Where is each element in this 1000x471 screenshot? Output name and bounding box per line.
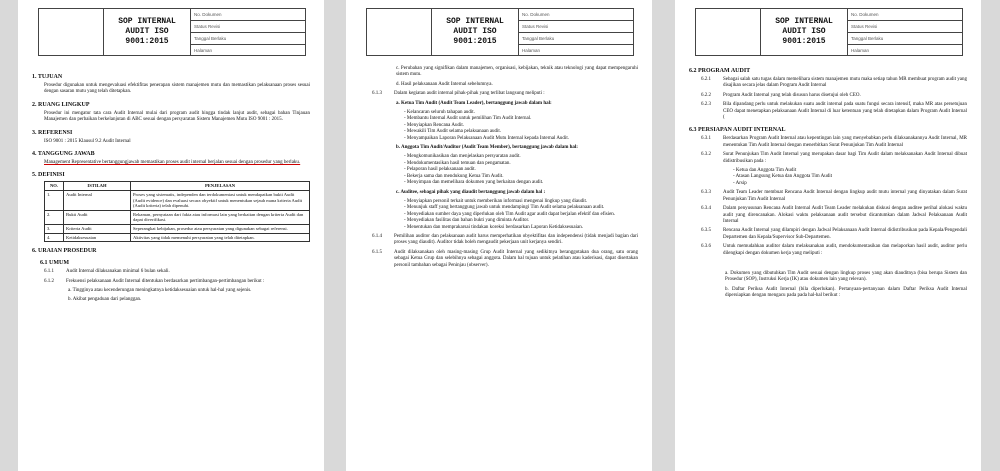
section-heading: 6. URAIAN PROSEDUR — [32, 248, 97, 255]
table-cell: Proses yang sistematis, independen dan terdokumentasi untuk mendapatkan bukti Audit (Audit evidence) dan evaluasi secara obyektif untuk menentukan sejauh mana kriteria Audit (Audit kriteria) telah dipenuhi. — [131, 191, 310, 211]
table-row — [45, 191, 310, 211]
paragraph: ISO 9001 : 2015 Klausul 9.2 Audit Internal — [44, 138, 131, 144]
table-cell: Audit Internal — [64, 191, 131, 211]
table-cell: Seperangkat kebijakan, prosedur atau persyaratan yang digunakan sebagai referensi. — [131, 225, 310, 234]
list-item: d. Hasil pelaksanaan Audit Internal sebelumnya. — [396, 81, 493, 87]
list-item: b. Daftar Periksa Audit Internal (bila diperlukan). Pertanyaan-pertanyaan dalam Daftar Periksa Audit Internal dipersiapkan dengan mengacu pada pada hal-hal berikut : — [725, 286, 967, 299]
numbered-paragraph: 6.2.3 Bila dipandang perlu untuk melakukan suatu audit internal pada suatu fungsi secara intensif, maka MR atas persetujuan CEO dapat menetapkan pelaksanaan Audit Internal di luar ketentuan yang telah ditetapkan dalam Program Audit Internal ( — [701, 102, 967, 121]
list-heading: b. Anggota Tim Audit/Auditor (Audit Team Member), bertanggung jawab dalam hal: — [396, 145, 578, 151]
header-meta — [848, 9, 962, 55]
numbered-paragraph: 6.2.1 Sebagai salah satu tugas dalam memelihara sistem manajemen mutu maka setiap tahun MR membuat program audit yang disajikan secara jelas dalam Program Audit Internal — [701, 77, 967, 89]
section-heading: 5. DEFINISI — [32, 172, 65, 179]
list-item: - Kelancaran seluruh tahapan audit. — [404, 110, 638, 116]
column-header: PENJELASAN — [131, 182, 310, 191]
field-no-dokumen: No. Dokumen — [848, 9, 962, 21]
document-header — [366, 8, 634, 56]
section-heading: 4. TANGGUNG JAWAB — [32, 151, 95, 158]
responsibility-list — [404, 199, 638, 231]
distribution-list — [733, 168, 967, 187]
field-halaman: Halaman — [522, 48, 541, 53]
table-row — [45, 233, 310, 242]
list-item: c. Perubahan yang signifikan dalam manajemen, organisasi, kebijakan, teknik atau teknologi yang dapat mempengaruhi sistem mutu. — [396, 66, 638, 78]
list-item: - Arsip — [733, 181, 967, 187]
list-item: - Atasan Langsung Ketua dan Anggota Tim Audit — [733, 174, 967, 180]
table-row — [45, 210, 310, 224]
table-cell: Kriteria Audit — [64, 225, 131, 234]
column-header: ISTILAH — [64, 182, 131, 191]
responsibility-list — [404, 154, 638, 186]
list-item: a. Dokumen yang dibutuhkan Tim Audit sesuai dengan lingkup proses yang akan diauditnya (bisa berupa Sistem dan Prosedur (SOP), Instruksi Kerja (IK) atau dokumen lain yang relevan). — [725, 270, 967, 283]
header-meta — [519, 9, 633, 55]
document-header — [38, 8, 306, 56]
field-tanggal-berlaku: Tanggal Berlaku — [191, 33, 305, 45]
list-item: - Menyediakan sumber daya yang diperlukan oleh Tim Audit agar audit dapat berjalan efektif dan efisien. — [404, 212, 638, 218]
logo-box — [39, 9, 104, 55]
field-no-dokumen: No. Dokumen — [519, 9, 633, 21]
numbered-paragraph: 6.1.5 Audit dilaksanakan oleh masing-masing Grup Audit Internal yang sedikitnya beranggotakan dua orang, satu orang sebagai Ketua Grup dan selebihnya sebagai anggota. Dalam hal tujuan untuk pelatihan atau kaderisasi, dapat disertakan personil tambahan sebagai Peninjau (observer). — [372, 249, 638, 268]
list-item: - Menentukan dan memprakarsai tindakan koreksi berdasarkan Laporan Ketidaksesuaian. — [404, 225, 638, 231]
list-item: - Menyiapkan personil terkait untuk memberikan informasi mengenai lingkup yang diaudit. — [404, 199, 638, 205]
paragraph: Prosedur ini mengatur tata cara Audit Internal mulai dari program audit hingga tindak lanjut audit, sebagai bahan Tinjauan Manajemen dan perbaikan berkelanjutan di ABC sesuai dengan persyaratan Sistem Manajemen Mutu ISO 9001 : 2015. — [44, 110, 310, 123]
column-header: NO. — [45, 182, 64, 191]
numbered-paragraph: 6.3.4 Dalam penyusunan Rencana Audit Internal Audit Team Leader melakukan diskusi dengan auditee perihal alokasi waktu audit yang direncanakan. Alokasi waktu pelaksanaan audit tersebut dicantumkan dalam Jadwal Pelaksanaan Audit Internal — [701, 206, 967, 224]
list-item: - Pelaporan hasil pelaksanaan audit. — [404, 167, 638, 173]
list-item: b. Akibat pengaduan dari pelanggan. — [68, 297, 142, 303]
definition-table — [44, 181, 310, 242]
header-title: SOP INTERNAL AUDIT ISO 9001:2015 — [104, 9, 191, 55]
field-status-revisi: Status Revisi — [191, 21, 305, 33]
list-item: - Menyiapkan Rencana Audit. — [404, 123, 638, 129]
numbered-paragraph: 6.3.2 Surat Penunjukan Tim Audit Internal yang merupakan dasar bagi Tim Audit dalam melaksanakan Audit Internal dibuat didistribusikan pada : — [701, 152, 967, 164]
list-item: a. Tingginya atau kecenderungan meningkatnya ketidaksesuaian untuk hal-hal yang sejenis. — [68, 288, 252, 293]
numbered-paragraph: 6.2.2 Program Audit Internal yang telah disusun harus disetujui oleh CEO. — [701, 92, 861, 98]
section-heading: 2. RUANG LINGKUP — [32, 101, 90, 108]
list-item: - Mendokumentasikan hasil temuan dan pengamatan. — [404, 161, 638, 167]
responsibility-list — [404, 110, 638, 142]
field-status-revisi: Status Revisi — [848, 21, 962, 33]
table-cell: Bukti Audit — [64, 210, 131, 224]
paragraph: Management Representative bertanggungjawab memastikan proses audit internal berjalan sesuai dengan prosedur yang berlaku. — [44, 160, 301, 166]
table-cell: 1. — [45, 191, 64, 211]
table-row — [45, 225, 310, 234]
subsection-heading: 6.3 PERSIAPAN AUDIT INTERNAL — [689, 127, 786, 134]
list-item: - Bekerja sama dan mendukung Ketua Tim Audit. — [404, 174, 638, 180]
section-heading: 3. REFERENSI — [32, 129, 73, 136]
list-item: - Menyediakan fasilitas dan bahan bukti yang diminta Auditor. — [404, 218, 638, 224]
numbered-paragraph: 6.1.2 Frekuensi pelaksanaan Audit Internal ditentukan berdasarkan pertimbangan-pertimbangan berikut : — [44, 278, 265, 284]
paragraph: Prosedur digunakan untuk mengevaluasi efektifitas penerapan sistem manajemen mutu dan memastikan pelaksanaan proses sesuai dengan sasaran mutu yang telah ditetapkan. — [44, 83, 310, 95]
logo-box — [367, 9, 432, 55]
header-meta — [191, 9, 305, 55]
table-cell: 4. — [45, 233, 64, 242]
list-item: - Mengkomunikasikan dan menjelaskan persyaratan audit. — [404, 154, 638, 160]
table-header-row — [45, 182, 310, 191]
field-halaman: Halaman — [851, 48, 870, 53]
list-heading: c. Auditee, sebagai pihak yang diaudit bertanggung jawab dalam hal : — [396, 189, 546, 195]
section-heading: 1. TUJUAN — [32, 74, 63, 80]
table-cell: Rekaman, pernyataan dari fakta atau informasi lain yang berkaitan dengan kriteria Audit dan dapat diverifikasi. — [131, 210, 310, 224]
table-cell: Ketidaksesuaian — [64, 233, 131, 242]
document-page-1 — [18, 0, 324, 471]
list-item: - Membantu Internal Audit untuk pemilihan Tim Audit Internal. — [404, 116, 638, 122]
numbered-paragraph: 6.3.3 Audit Team Leader membuat Rencana Audit Internal dengan lingkup audit mutu internal yang dinyatakan dalam Surat Penunjukan Tim Audit Internal — [701, 190, 967, 202]
field-no-dokumen: No. Dokumen — [191, 9, 305, 21]
field-tanggal-berlaku: Tanggal Berlaku — [519, 33, 633, 45]
table-cell: 2. — [45, 210, 64, 224]
list-item: - Menyimpan dan memelihara dokumen yang berkaitan dengan audit. — [404, 180, 638, 186]
numbered-paragraph: 6.1.1 Audit Internal dilaksanakan minimal 6 bulan sekali. — [44, 269, 170, 275]
list-heading: a. Ketua Tim Audit (Audit Team Leader), bertanggung jawab dalam hal: — [396, 100, 552, 106]
table-cell: 3. — [45, 225, 64, 234]
document-page-3 — [675, 0, 981, 471]
field-tanggal-berlaku: Tanggal Berlaku — [848, 33, 962, 45]
list-item: - Menyampaikan Laporan Pelaksanaan Audit Mutu Internal kepada Internal Audit. — [404, 136, 638, 142]
subsection-heading: 6.1 UMUM — [40, 260, 69, 267]
field-halaman: Halaman — [194, 48, 213, 53]
subsection-heading: 6.2 PROGRAM AUDIT — [689, 68, 751, 74]
numbered-paragraph: 6.1.4 Pemilihan auditor dan pelaksanaan audit harus memperhatikan obyektifitas dan independensi (tidak menjadi bagian dari proses yang diaudit). Auditor tidak boleh mengaudit pekerjaan unit kerjanya sendiri. — [372, 233, 638, 246]
header-title: SOP INTERNAL AUDIT ISO 9001:2015 — [432, 9, 519, 55]
numbered-paragraph: 6.3.5 Rencana Audit Internal yang dilampiri dengan Jadwal Pelaksanaan Audit Internal didistribusikan pada Kepala/Pengendali Departemen dan Kepala/Supervisor Sub-Departemen. — [701, 228, 967, 240]
list-item: - Ketua dan Anggota Tim Audit — [733, 168, 967, 174]
logo-box — [696, 9, 761, 55]
table-cell: Aktivitas yang tidak memenuhi persyaratan yang telah ditetapkan. — [131, 233, 310, 242]
numbered-paragraph: 6.1.3 Dalam kegiatan audit internal pihak-pihak yang terlibat langsung meliputi : — [372, 91, 545, 97]
document-header — [695, 8, 963, 56]
numbered-paragraph: 6.3.6 Untuk memudahkan auditor dalam melaksanakan audit, mendokumentasikan dan melaporkan hasil audit, auditor perlu dilengkapi dengan dokumen kerja yang meliputi : — [701, 244, 967, 256]
list-item: - Mewakili Tim Audit selama pelaksanaan audit. — [404, 129, 638, 135]
list-item: - Menunjuk staff yang bertanggung jawab untuk mendampingi Tim Audit selama pelaksanaan audit. — [404, 205, 638, 211]
field-status-revisi: Status Revisi — [519, 21, 633, 33]
header-title: SOP INTERNAL AUDIT ISO 9001:2015 — [761, 9, 848, 55]
document-page-2 — [346, 0, 652, 471]
numbered-paragraph: 6.3.1 Berdasarkan Program Audit Internal atau kepentingan lain yang menyebabkan perlu dilaksanakannya Audit Internal, MR menentukan Tim Audit Internal dengan menerbitkan Surat Penunjukan Tim Audit Internal — [701, 136, 967, 148]
